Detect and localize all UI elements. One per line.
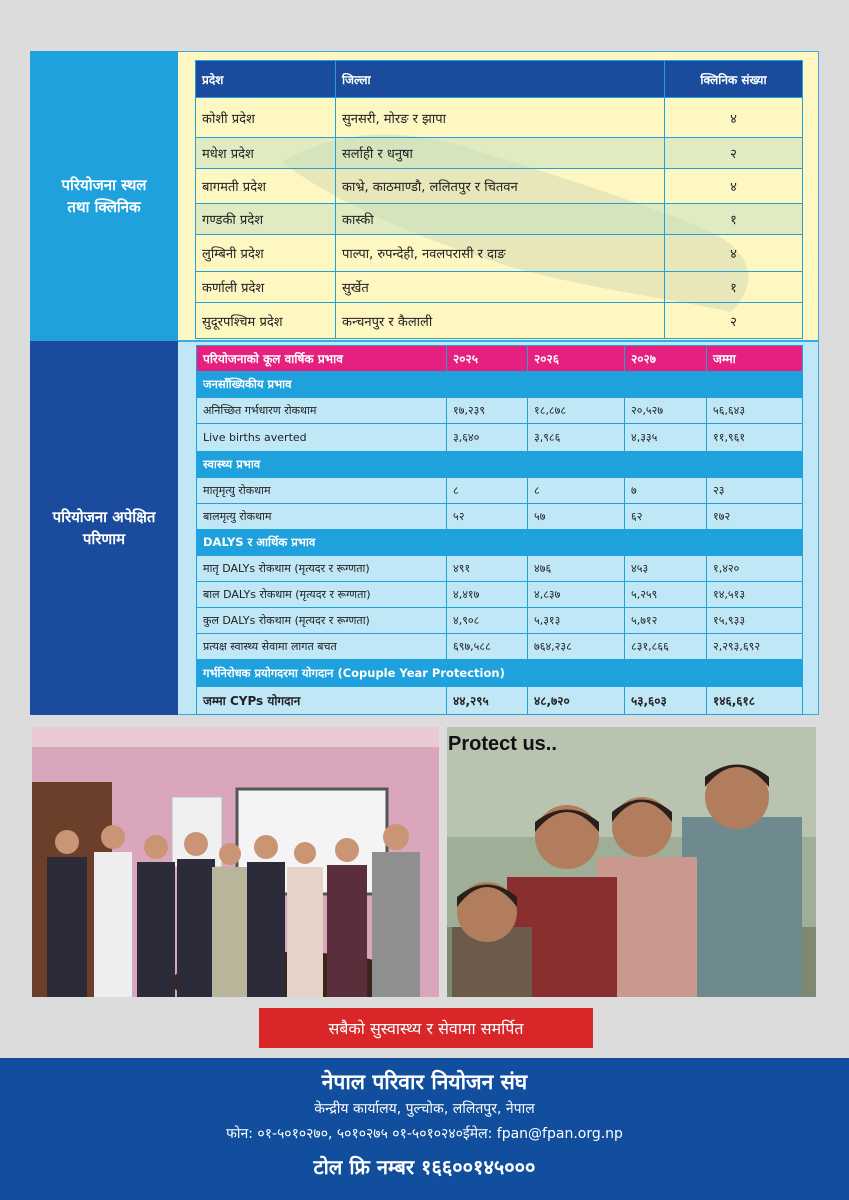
- organization-name: नेपाल परिवार नियोजन संघ: [321, 1070, 528, 1094]
- table-row: [196, 272, 803, 303]
- district-cell: कास्की: [336, 204, 665, 235]
- table-row: [196, 235, 803, 272]
- value-cell: ७: [625, 478, 707, 504]
- group-photo-illustration: [32, 727, 439, 997]
- value-cell: २३: [707, 478, 803, 504]
- value-cell: ११,९६१: [707, 424, 803, 452]
- district-cell: पाल्पा, रुपन्देही, नवलपरासी र दाङ: [336, 235, 665, 272]
- value-cell: २,२९३,६९२: [707, 634, 803, 660]
- table-header-row: [196, 61, 803, 98]
- value-cell: ४९१: [447, 556, 528, 582]
- section-heading-row: [197, 660, 803, 687]
- tagline-banner: सबैको सुस्वास्थ्य र सेवामा समर्पित: [259, 1008, 593, 1048]
- table-row: [196, 169, 803, 204]
- header-district: जिल्ला: [336, 61, 665, 98]
- value-cell: १,४२०: [707, 556, 803, 582]
- value-cell: ८: [447, 478, 528, 504]
- children-photo: [447, 727, 816, 997]
- clinic-count-cell: १: [665, 204, 803, 235]
- province-cell: बागमती प्रदेश: [196, 169, 336, 204]
- value-cell: ३,६४०: [447, 424, 528, 452]
- value-cell: ३,९८६: [528, 424, 625, 452]
- section-heading-row: [197, 452, 803, 478]
- table-row: [197, 608, 803, 634]
- value-cell: ४,९०८: [447, 608, 528, 634]
- section-title: गर्भनिरोधक प्रयोगदरमा योगदान (Copuple Year Protection): [197, 660, 803, 687]
- table-row: [197, 556, 803, 582]
- header-year-2026: २०२६: [528, 346, 625, 372]
- table-row: [197, 582, 803, 608]
- clinic-count-cell: २: [665, 303, 803, 339]
- group-photo: [32, 727, 439, 997]
- photo-caption: Protect us..: [448, 733, 557, 755]
- value-cell: ४५३: [625, 556, 707, 582]
- row-label: अनिच्छित गर्भधारण रोकथाम: [197, 398, 447, 424]
- section-title: DALYS र आर्थिक प्रभाव: [197, 530, 803, 556]
- district-cell: काभ्रे, काठमाण्डौ, ललितपुर र चितवन: [336, 169, 665, 204]
- value-cell: ५२: [447, 504, 528, 530]
- header-year-2025: २०२५: [447, 346, 528, 372]
- organization-contact: फोन: ०१-५०१०२७०, ५०१०२७५ ०१-५०१०२४०ईमेल: fpan@fpan.org.np: [226, 1126, 623, 1142]
- total-row: [197, 687, 803, 715]
- table-header-row: [197, 346, 803, 372]
- value-cell: ४७६: [528, 556, 625, 582]
- value-cell: ४,३३५: [625, 424, 707, 452]
- value-cell: ५,२५९: [625, 582, 707, 608]
- value-cell: ४,८३७: [528, 582, 625, 608]
- header-province: प्रदेश: [196, 61, 336, 98]
- section-heading-row: [197, 530, 803, 556]
- section-title: जनसाँख्यिकीय प्रभाव: [197, 372, 803, 398]
- expected-results-table: [196, 345, 803, 715]
- value-cell: ४,४१७: [447, 582, 528, 608]
- value-cell: २०,५२७: [625, 398, 707, 424]
- province-cell: सुदूरपश्चिम प्रदेश: [196, 303, 336, 339]
- row-label: कुल DALYs रोकथाम (मृत्यदर र रूग्णता): [197, 608, 447, 634]
- clinic-count-cell: ४: [665, 235, 803, 272]
- clinic-count-cell: ४: [665, 169, 803, 204]
- section-title: स्वास्थ्य प्रभाव: [197, 452, 803, 478]
- total-label: जम्मा CYPs योगदान: [197, 687, 447, 715]
- row-label: Live births averted: [197, 424, 447, 452]
- value-cell: ७६४,२३८: [528, 634, 625, 660]
- value-cell: ८: [528, 478, 625, 504]
- table-row: [197, 424, 803, 452]
- district-cell: सर्लाही र धनुषा: [336, 138, 665, 169]
- header-clinic-count: क्लिनिक संख्या: [665, 61, 803, 98]
- table-row: [197, 398, 803, 424]
- organization-address: केन्द्रीय कार्यालय, पुल्चोक, ललितपुर, नेपाल: [314, 1101, 535, 1117]
- table-row: [197, 634, 803, 660]
- value-cell: १७२: [707, 504, 803, 530]
- total-value: ४४,२९५: [447, 687, 528, 715]
- section-heading-row: [197, 372, 803, 398]
- district-cell: सुनसरी, मोरङ र झापा: [336, 98, 665, 138]
- table-row: [197, 504, 803, 530]
- value-cell: १७,२३९: [447, 398, 528, 424]
- clinic-count-cell: १: [665, 272, 803, 303]
- province-cell: कोशी प्रदेश: [196, 98, 336, 138]
- value-cell: १४,५१३: [707, 582, 803, 608]
- table-row: [196, 204, 803, 235]
- row-label: मातृ DALYs रोकथाम (मृत्यदर र रूग्णता): [197, 556, 447, 582]
- value-cell: ५७: [528, 504, 625, 530]
- district-cell: सुर्खेत: [336, 272, 665, 303]
- province-cell: कर्णाली प्रदेश: [196, 272, 336, 303]
- expected-results-label: परियोजना अपेक्षित परिणाम: [30, 341, 178, 715]
- value-cell: १८,८७८: [528, 398, 625, 424]
- value-cell: ५,३१३: [528, 608, 625, 634]
- total-value: ५३,६०३: [625, 687, 707, 715]
- table-row: [196, 138, 803, 169]
- header-year-2027: २०२७: [625, 346, 707, 372]
- row-label: बाल DALYs रोकथाम (मृत्यदर र रूग्णता): [197, 582, 447, 608]
- row-label: प्रत्यक्ष स्वास्थ्य सेवामा लागत बचत: [197, 634, 447, 660]
- children-photo-illustration: [447, 727, 816, 997]
- total-value: १४६,६१८: [707, 687, 803, 715]
- district-cell: कन्चनपुर र कैलाली: [336, 303, 665, 339]
- header-total: जम्मा: [707, 346, 803, 372]
- clinic-count-cell: ४: [665, 98, 803, 138]
- value-cell: ५,७१२: [625, 608, 707, 634]
- province-cell: मधेश प्रदेश: [196, 138, 336, 169]
- value-cell: ६९७,५८८: [447, 634, 528, 660]
- value-cell: ६२: [625, 504, 707, 530]
- toll-free-number: टोल फ्रि नम्बर १६६००१४५०००: [313, 1155, 536, 1179]
- row-label: बालमृत्यु रोकथाम: [197, 504, 447, 530]
- total-value: ४८,७२०: [528, 687, 625, 715]
- table-row: [197, 478, 803, 504]
- clinic-count-cell: २: [665, 138, 803, 169]
- header-impact: परियोजनाको कूल वार्षिक प्रभाव: [197, 346, 447, 372]
- value-cell: ५६,६४३: [707, 398, 803, 424]
- project-sites-table: [195, 60, 803, 339]
- table-row: [196, 303, 803, 339]
- row-label: मातृमृत्यु रोकथाम: [197, 478, 447, 504]
- table-row: [196, 98, 803, 138]
- value-cell: १५,९३३: [707, 608, 803, 634]
- province-cell: लुम्बिनी प्रदेश: [196, 235, 336, 272]
- project-sites-label: परियोजना स्थल तथा क्लिनिक: [30, 51, 178, 341]
- value-cell: ८३१,८६६: [625, 634, 707, 660]
- province-cell: गण्डकी प्रदेश: [196, 204, 336, 235]
